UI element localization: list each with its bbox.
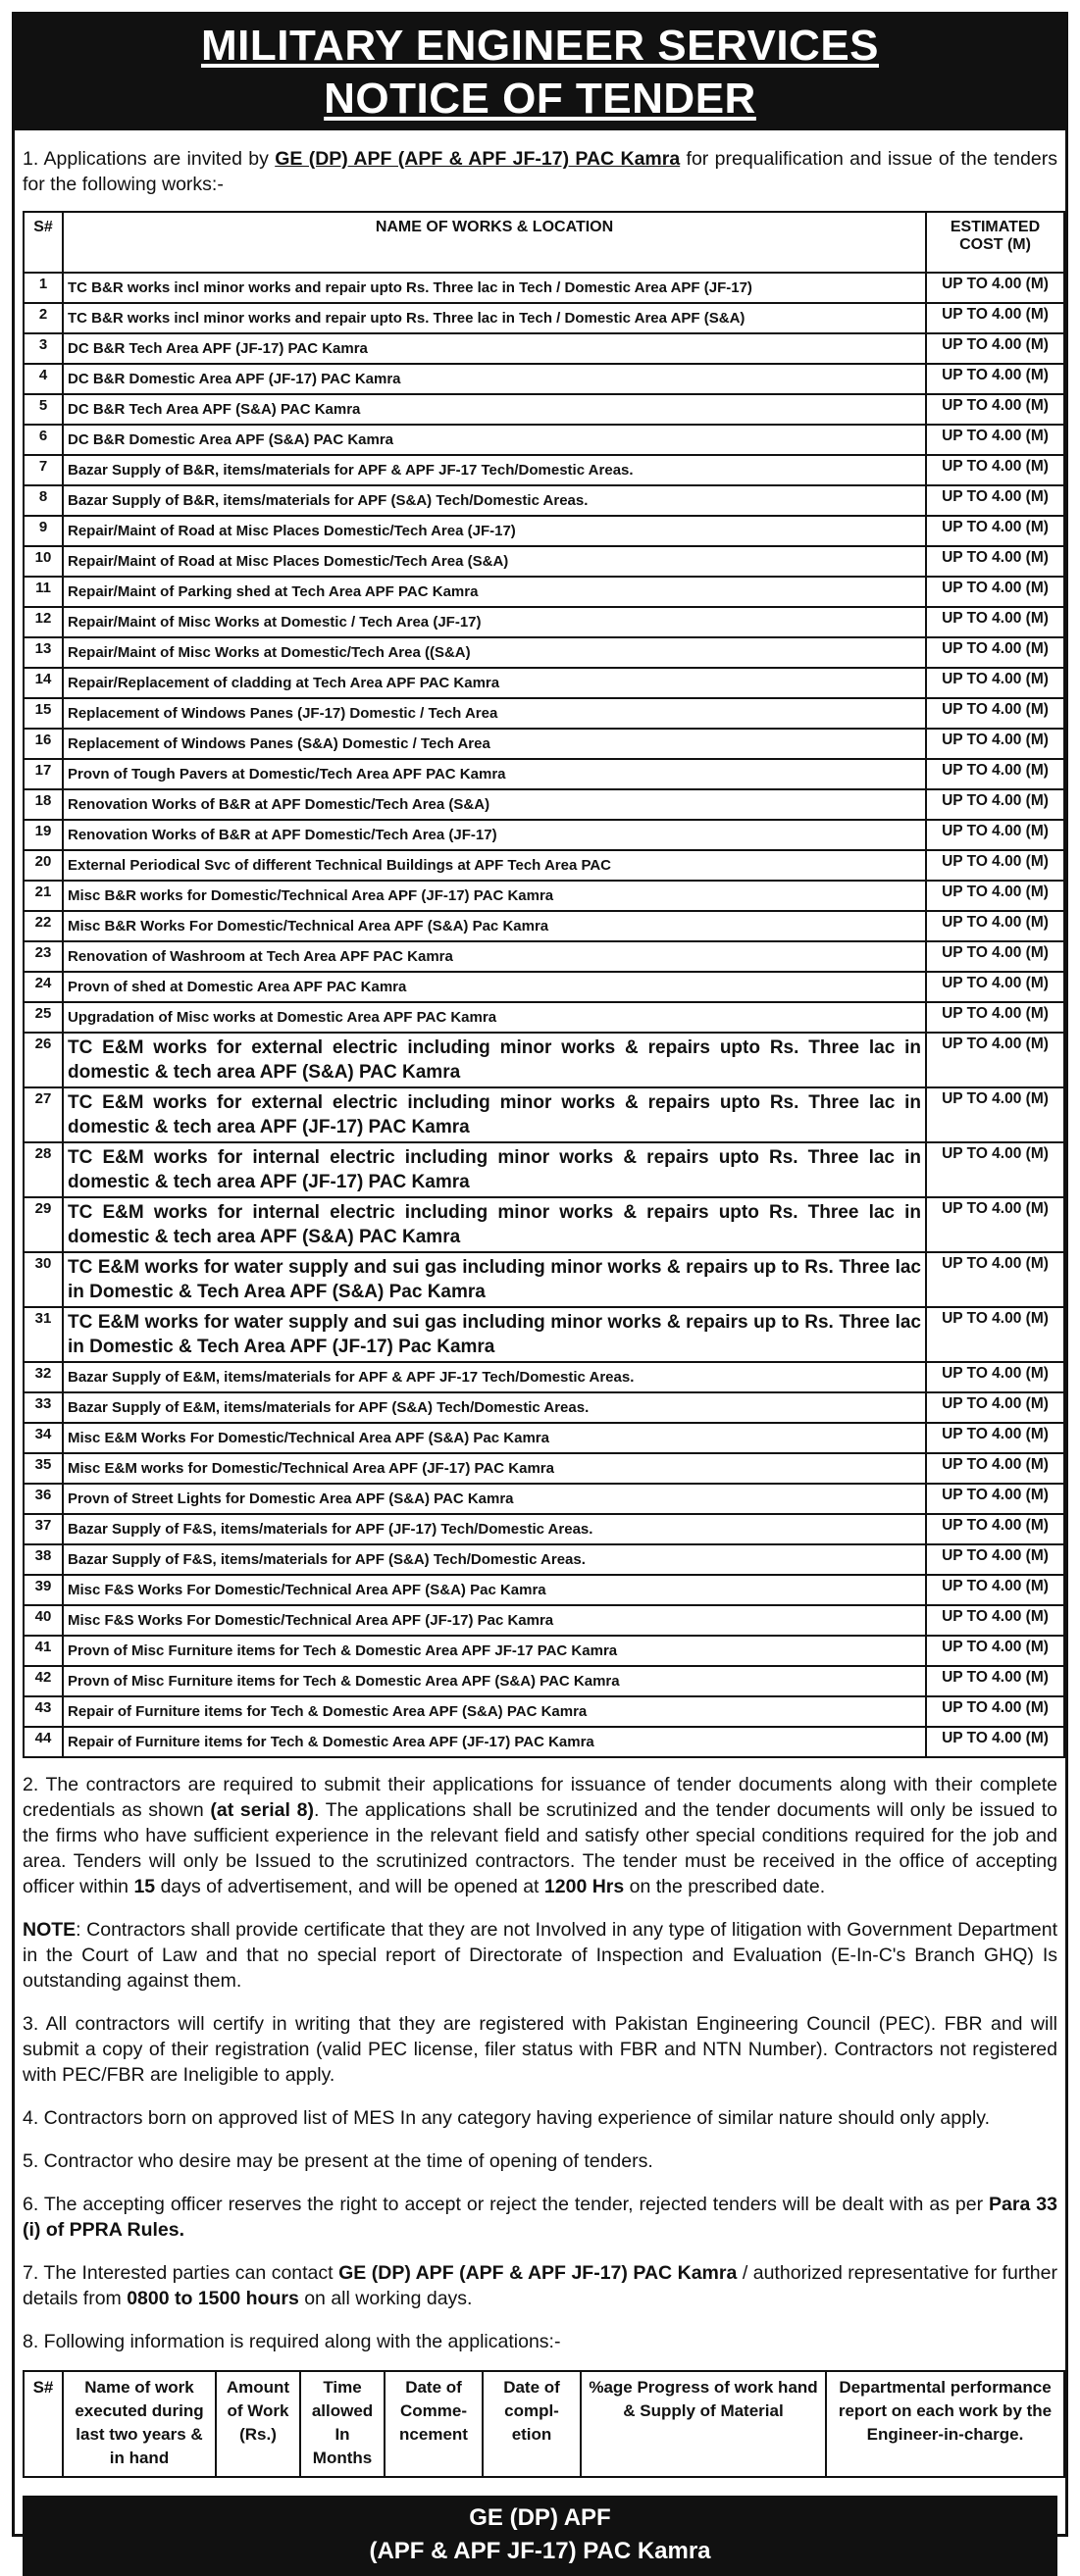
row-sn: 30 [24,1252,63,1307]
row-cost: UP TO 4.00 (M) [926,1307,1064,1362]
row-work-name: Misc B&R works for Domestic/Technical Area APF (JF-17) PAC Kamra [63,881,926,911]
row-work-name: TC B&R works incl minor works and repair upto Rs. Three lac in Tech / Domestic Area APF (S&A) [63,303,926,333]
row-cost: UP TO 4.00 (M) [926,607,1064,637]
table-row [24,273,1064,303]
table-row [24,1392,1064,1423]
row-cost: UP TO 4.00 (M) [926,850,1064,881]
table-row [24,303,1064,333]
notice-title: MILITARY ENGINEER SERVICES [200,22,880,70]
row-cost: UP TO 4.00 (M) [926,972,1064,1002]
row-sn: 2 [24,303,63,333]
table-row [24,1605,1064,1636]
row-sn: 13 [24,637,63,668]
table-row [24,850,1064,881]
paragraph-2 [23,1772,1057,1899]
requirements-col-header: %age Progress of work hand & Supply of Material [581,2371,826,2477]
table-row [24,1727,1064,1757]
row-cost: UP TO 4.00 (M) [926,577,1064,607]
table-row [24,485,1064,516]
row-work-name: Repair of Furniture items for Tech & Domestic Area APF (JF-17) PAC Kamra [63,1727,926,1757]
requirements-col-header: Name of work executed during last two years & in hand [63,2371,216,2477]
row-sn: 40 [24,1605,63,1636]
table-row [24,1514,1064,1544]
row-sn: 29 [24,1197,63,1252]
table-row [24,1252,1064,1307]
row-sn: 9 [24,516,63,546]
row-sn: 20 [24,850,63,881]
table-row [24,546,1064,577]
paragraph-4: 4. Contractors born on approved list of MES In any category having experience of similar nature should only apply. [23,2107,991,2129]
row-cost: UP TO 4.00 (M) [926,455,1064,485]
row-cost: UP TO 4.00 (M) [926,1002,1064,1033]
row-cost: UP TO 4.00 (M) [926,1605,1064,1636]
row-work-name: Bazar Supply of E&M, items/materials for APF & APF JF-17 Tech/Domestic Areas. [63,1362,926,1392]
row-cost: UP TO 4.00 (M) [926,333,1064,364]
row-cost: UP TO 4.00 (M) [926,1727,1064,1757]
table-row [24,881,1064,911]
notice-subtitle: NOTICE OF TENDER [324,75,756,123]
row-cost: UP TO 4.00 (M) [926,1392,1064,1423]
row-sn: 38 [24,1544,63,1575]
signatory-title: GE (DP) APF [469,2504,611,2531]
row-work-name: External Periodical Svc of different Technical Buildings at APF Tech Area PAC [63,850,926,881]
table-row [24,394,1064,425]
table-row [24,1197,1064,1252]
row-sn: 42 [24,1666,63,1696]
row-cost: UP TO 4.00 (M) [926,1453,1064,1484]
notice-header [15,15,1065,130]
p7-text-a: 7. The Interested parties can contact [23,2262,339,2284]
table-row [24,333,1064,364]
row-work-name: TC E&M works for water supply and sui gas including minor works & repairs up to Rs. Three lac in Domestic & Tech Area APF (JF-17) Pac Kamra [63,1307,926,1362]
row-cost: UP TO 4.00 (M) [926,698,1064,729]
table-row [24,1307,1064,1362]
row-cost: UP TO 4.00 (M) [926,881,1064,911]
works-table-body [24,273,1064,1757]
table-row [24,1002,1064,1033]
tender-notice [12,12,1068,2564]
table-row [24,1087,1064,1142]
row-sn: 3 [24,333,63,364]
p2-days: 15 [133,1876,156,1897]
requirements-col-header: Amount of Work (Rs.) [216,2371,300,2477]
row-sn: 33 [24,1392,63,1423]
requirements-table [23,2370,1065,2478]
row-sn: 43 [24,1696,63,1727]
row-sn: 8 [24,485,63,516]
table-row [24,1636,1064,1666]
table-row [24,607,1064,637]
table-row [24,729,1064,759]
row-cost: UP TO 4.00 (M) [926,1575,1064,1605]
row-sn: 24 [24,972,63,1002]
row-sn: 19 [24,820,63,850]
works-table-header [24,212,1064,273]
intro-org: GE (DP) APF (APF & APF JF-17) PAC Kamra [275,148,681,170]
p7-text-c: / authorized representative for further details from [23,2262,1057,2309]
col-header-cost: ESTIMATED COST (M) [926,212,1064,273]
row-sn: 31 [24,1307,63,1362]
row-cost: UP TO 4.00 (M) [926,1666,1064,1696]
notice-body [15,130,1065,2576]
row-cost: UP TO 4.00 (M) [926,1696,1064,1727]
table-row [24,1575,1064,1605]
row-cost: UP TO 4.00 (M) [926,1197,1064,1252]
row-work-name: TC B&R works incl minor works and repair upto Rs. Three lac in Tech / Domestic Area APF (JF-17) [63,273,926,303]
row-sn: 44 [24,1727,63,1757]
row-sn: 37 [24,1514,63,1544]
row-work-name: Bazar Supply of B&R, items/materials for APF & APF JF-17 Tech/Domestic Areas. [63,455,926,485]
row-cost: UP TO 4.00 (M) [926,759,1064,789]
row-sn: 22 [24,911,63,941]
requirements-header-row [24,2371,1064,2477]
paragraph-7 [23,2260,1057,2311]
row-work-name: Repair/Maint of Misc Works at Domestic / Tech Area (JF-17) [63,607,926,637]
row-sn: 32 [24,1362,63,1392]
row-cost: UP TO 4.00 (M) [926,911,1064,941]
table-row [24,1362,1064,1392]
requirements-col-header: Date of Comme-ncement [385,2371,483,2477]
row-cost: UP TO 4.00 (M) [926,1252,1064,1307]
row-sn: 34 [24,1423,63,1453]
row-work-name: Renovation Works of B&R at APF Domestic/Tech Area (JF-17) [63,820,926,850]
table-row [24,1666,1064,1696]
row-cost: UP TO 4.00 (M) [926,1484,1064,1514]
row-cost: UP TO 4.00 (M) [926,941,1064,972]
row-work-name: TC E&M works for internal electric including minor works & repairs upto Rs. Three lac in domestic & tech area APF (JF-17) PAC Kamra [63,1142,926,1197]
row-work-name: Bazar Supply of E&M, items/materials for APF (S&A) Tech/Domestic Areas. [63,1392,926,1423]
row-work-name: Provn of Street Lights for Domestic Area APF (S&A) PAC Kamra [63,1484,926,1514]
row-work-name: Bazar Supply of F&S, items/materials for APF (JF-17) Tech/Domestic Areas. [63,1514,926,1544]
row-cost: UP TO 4.00 (M) [926,273,1064,303]
table-row [24,1453,1064,1484]
note-label: NOTE [23,1919,77,1941]
table-row [24,759,1064,789]
row-sn: 7 [24,455,63,485]
row-sn: 16 [24,729,63,759]
works-table [23,211,1065,1758]
row-cost: UP TO 4.00 (M) [926,1087,1064,1142]
intro-suffix: for prequalification and issue of the tenders for the following works:- [23,148,1057,195]
row-sn: 25 [24,1002,63,1033]
signatory-unit: (APF & APF JF-17) PAC Kamra [369,2538,711,2564]
row-work-name: Provn of Misc Furniture items for Tech & Domestic Area APF (S&A) PAC Kamra [63,1666,926,1696]
row-work-name: Repair/Replacement of cladding at Tech Area APF PAC Kamra [63,668,926,698]
intro-paragraph [23,146,1057,197]
col-header-name: NAME OF WORKS & LOCATION [63,212,926,273]
row-cost: UP TO 4.00 (M) [926,1362,1064,1392]
p2-text-a: 2. The contractors are required to submit their applications for issuance of tender documents along with their complete credentials as shown [23,1774,1057,1821]
row-cost: UP TO 4.00 (M) [926,425,1064,455]
requirements-col-header: Time allowed In Months [300,2371,385,2477]
row-sn: 12 [24,607,63,637]
row-sn: 10 [24,546,63,577]
p2-text-g: on the prescribed date. [624,1876,826,1897]
row-work-name: DC B&R Tech Area APF (JF-17) PAC Kamra [63,333,926,364]
row-work-name: Renovation Works of B&R at APF Domestic/Tech Area (S&A) [63,789,926,820]
table-row [24,789,1064,820]
p2-text-e: days of advertisement, and will be opened at [155,1876,544,1897]
table-row [24,1423,1064,1453]
p7-text-e: on all working days. [298,2288,473,2309]
row-work-name: Provn of Misc Furniture items for Tech & Domestic Area APF JF-17 PAC Kamra [63,1636,926,1666]
table-row [24,577,1064,607]
row-work-name: DC B&R Tech Area APF (S&A) PAC Kamra [63,394,926,425]
row-sn: 6 [24,425,63,455]
table-row [24,668,1064,698]
row-work-name: Upgradation of Misc works at Domestic Area APF PAC Kamra [63,1002,926,1033]
row-sn: 27 [24,1087,63,1142]
note-paragraph [23,1917,1057,1994]
row-work-name: Misc F&S Works For Domestic/Technical Area APF (JF-17) Pac Kamra [63,1605,926,1636]
row-work-name: Repair/Maint of Road at Misc Places Domestic/Tech Area (S&A) [63,546,926,577]
row-cost: UP TO 4.00 (M) [926,637,1064,668]
paragraph-6 [23,2192,1057,2243]
row-sn: 26 [24,1033,63,1087]
table-row [24,820,1064,850]
row-sn: 14 [24,668,63,698]
table-row [24,637,1064,668]
signature-block [23,2496,1057,2576]
p2-serial-ref: (at serial 8) [210,1799,314,1821]
table-row [24,455,1064,485]
table-row [24,425,1064,455]
row-work-name: Renovation of Washroom at Tech Area APF PAC Kamra [63,941,926,972]
table-row [24,698,1064,729]
row-cost: UP TO 4.00 (M) [926,546,1064,577]
table-row [24,516,1064,546]
row-work-name: TC E&M works for water supply and sui gas including minor works & repairs up to Rs. Three lac in Domestic & Tech Area APF (S&A) Pac Kamra [63,1252,926,1307]
row-work-name: Bazar Supply of F&S, items/materials for APF (S&A) Tech/Domestic Areas. [63,1544,926,1575]
row-sn: 11 [24,577,63,607]
row-sn: 17 [24,759,63,789]
row-work-name: Misc B&R Works For Domestic/Technical Area APF (S&A) Pac Kamra [63,911,926,941]
row-work-name: Replacement of Windows Panes (S&A) Domestic / Tech Area [63,729,926,759]
requirements-col-header: S# [24,2371,63,2477]
row-cost: UP TO 4.00 (M) [926,516,1064,546]
row-work-name: Provn of Tough Pavers at Domestic/Tech Area APF PAC Kamra [63,759,926,789]
row-work-name: Repair/Maint of Road at Misc Places Domestic/Tech Area (JF-17) [63,516,926,546]
row-work-name: Repair/Maint of Parking shed at Tech Area APF PAC Kamra [63,577,926,607]
row-cost: UP TO 4.00 (M) [926,1423,1064,1453]
table-row [24,911,1064,941]
row-sn: 28 [24,1142,63,1197]
p7-org: GE (DP) APF (APF & APF JF-17) PAC Kamra [338,2262,738,2284]
row-work-name: TC E&M works for internal electric including minor works & repairs upto Rs. Three lac in domestic & tech area APF (S&A) PAC Kamra [63,1197,926,1252]
row-cost: UP TO 4.00 (M) [926,668,1064,698]
row-sn: 1 [24,273,63,303]
row-sn: 5 [24,394,63,425]
note-text: : Contractors shall provide certificate that they are not Involved in any type of litigation with Government Department in the Court of Law and that no special report of Directorate of Inspection and Evaluation (E-In-C's Branch GHQ) Is outstanding against them. [23,1919,1057,1992]
row-work-name: Replacement of Windows Panes (JF-17) Domestic / Tech Area [63,698,926,729]
row-sn: 23 [24,941,63,972]
row-sn: 15 [24,698,63,729]
row-work-name: Misc F&S Works For Domestic/Technical Area APF (S&A) Pac Kamra [63,1575,926,1605]
row-work-name: Repair/Maint of Misc Works at Domestic/Tech Area ((S&A) [63,637,926,668]
row-work-name: Provn of shed at Domestic Area APF PAC Kamra [63,972,926,1002]
row-work-name: DC B&R Domestic Area APF (S&A) PAC Kamra [63,425,926,455]
row-cost: UP TO 4.00 (M) [926,789,1064,820]
p7-hours: 0800 to 1500 hours [127,2288,299,2309]
row-work-name: TC E&M works for external electric including minor works & repairs upto Rs. Three lac in domestic & tech area APF (JF-17) PAC Kamra [63,1087,926,1142]
row-sn: 18 [24,789,63,820]
table-row [24,1484,1064,1514]
row-cost: UP TO 4.00 (M) [926,1514,1064,1544]
col-header-sn: S# [24,212,63,273]
row-cost: UP TO 4.00 (M) [926,1636,1064,1666]
table-row [24,1142,1064,1197]
table-row [24,364,1064,394]
p6-rule-ref: Para 33 (i) of PPRA Rules. [23,2194,1057,2241]
row-work-name: Repair of Furniture items for Tech & Domestic Area APF (S&A) PAC Kamra [63,1696,926,1727]
row-cost: UP TO 4.00 (M) [926,303,1064,333]
row-sn: 41 [24,1636,63,1666]
table-row [24,1033,1064,1087]
row-sn: 39 [24,1575,63,1605]
row-cost: UP TO 4.00 (M) [926,485,1064,516]
row-cost: UP TO 4.00 (M) [926,729,1064,759]
row-work-name: Misc E&M Works For Domestic/Technical Area APF (S&A) Pac Kamra [63,1423,926,1453]
row-cost: UP TO 4.00 (M) [926,364,1064,394]
paragraph-3: 3. All contractors will certify in writing that they are registered with Pakistan Engineering Council (PEC). FBR and will submit a copy of their registration (valid PEC license, filer status with FBR and NTN Number). Contractors not registered with PEC/FBR are Ineligible to apply. [23,2013,1057,2086]
row-cost: UP TO 4.00 (M) [926,1033,1064,1087]
row-work-name: TC E&M works for external electric including minor works & repairs upto Rs. Three lac in domestic & tech area APF (S&A) PAC Kamra [63,1033,926,1087]
row-work-name: Misc E&M works for Domestic/Technical Area APF (JF-17) PAC Kamra [63,1453,926,1484]
table-row [24,972,1064,1002]
table-row [24,1544,1064,1575]
paragraph-8: 8. Following information is required along with the applications:- [23,2331,561,2352]
row-cost: UP TO 4.00 (M) [926,1142,1064,1197]
p2-text-c: . The applications shall be scrutinized and the tender documents will only be issued to the firms who have sufficient experience in the relevant field and satisfy other special conditions required for the job and area. Tenders will only be Issued to the scrutinized contractors. The tender must be received in the office of accepting officer within [23,1799,1057,1897]
row-sn: 21 [24,881,63,911]
row-sn: 4 [24,364,63,394]
table-row [24,1696,1064,1727]
p2-time: 1200 Hrs [543,1876,625,1897]
row-sn: 36 [24,1484,63,1514]
row-sn: 35 [24,1453,63,1484]
table-row [24,941,1064,972]
requirements-col-header: Departmental performance report on each work by the Engineer-in-charge. [826,2371,1064,2477]
row-work-name: Bazar Supply of B&R, items/materials for APF (S&A) Tech/Domestic Areas. [63,485,926,516]
row-cost: UP TO 4.00 (M) [926,820,1064,850]
intro-prefix: 1. Applications are invited by [23,148,276,170]
row-work-name: DC B&R Domestic Area APF (JF-17) PAC Kamra [63,364,926,394]
requirements-col-header: Date of compl-etion [483,2371,581,2477]
row-cost: UP TO 4.00 (M) [926,394,1064,425]
p6-text: 6. The accepting officer reserves the right to accept or reject the tender, rejected tenders will be dealt with as per [23,2194,990,2215]
paragraph-5: 5. Contractor who desire may be present at the time of opening of tenders. [23,2150,653,2172]
row-cost: UP TO 4.00 (M) [926,1544,1064,1575]
